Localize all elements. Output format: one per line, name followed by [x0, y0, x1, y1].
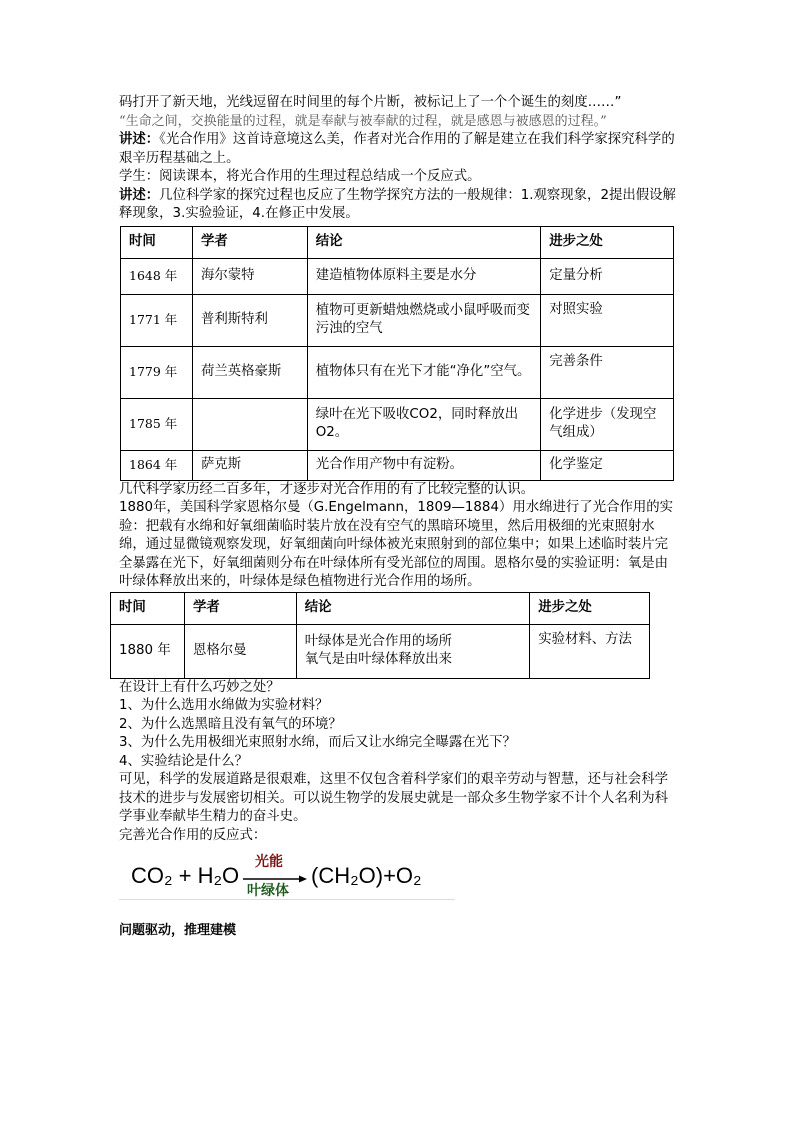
cell-year: 1779 年 [121, 346, 193, 398]
photosynthesis-equation [119, 851, 455, 900]
poem-line-1: 码打开了新天地，光线逗留在时间里的每个片断，被标记上了一个个诞生的刻度……” [119, 95, 622, 110]
table-row [121, 294, 674, 346]
table-header-row [111, 592, 650, 624]
conclusion-line-2: 氧气是由叶绿体释放出来 [304, 652, 453, 667]
header-scholar: 学者 [192, 226, 307, 258]
header-scholar: 学者 [184, 592, 296, 624]
student-paragraph: 学生：阅读课本，将光合作用的生理过程总结成一个反应式。 [119, 169, 481, 184]
cell-scholar [192, 398, 307, 450]
narration-paragraph-2 [119, 187, 679, 224]
cell-progress: 化学进步（发现空气组成） [541, 398, 674, 450]
narration-label: 讲述： [119, 187, 160, 203]
poem-line-2: “生命之间，交换能量的过程，就是奉献与被奉献的过程，就是感恩与被感恩的过程。” [119, 113, 607, 129]
header-conclusion: 结论 [296, 592, 529, 624]
cell-scholar: 海尔蒙特 [192, 258, 307, 294]
engelmann-paragraph: 1880年，美国科学家恩格尔曼（G.Engelmann，1809—1884）用水绵进行了光合作用的实验：把载有水绵和好氧细菌临时装片放在没有空气的黑暗环境里，然后用极细的光束照射水绵，通过显微镜观察发现，好氧细菌向叶绿体被光束照射到的部位集中；如果上述临时装片完全暴露在光下，好氧细菌则分布在叶绿体所有受光部位的周围。恩格尔曼的实验证明：氧是由叶绿体释放出来的，叶绿体是绿色植物进行光合作用的场所。 [119, 500, 674, 589]
equation-products: (CH₂O)+O₂ [311, 863, 422, 888]
cell-progress: 对照实验 [541, 294, 674, 346]
narration-label: 讲述： [119, 132, 160, 147]
cell-conclusion: 植物体只有在光下才能“净化”空气。 [307, 346, 541, 398]
narration-text: 《光合作用》这首诗意境这么美，作者对光合作用的了解是建立在我们科学家探究科学的艰辛历程基础之上。 [119, 132, 675, 166]
cell-scholar: 萨克斯 [192, 450, 307, 480]
question-2: 2、为什么选黑暗且没有氧气的环境？ [119, 716, 342, 732]
header-conclusion: 结论 [307, 226, 541, 258]
cell-year: 1880 年 [111, 624, 185, 678]
narration-text: 几位科学家的探究过程也反应了生物学探究方法的一般规律：1.观察现象，2提出假设解释现象，3.实验验证，4.在修正中发展。 [119, 187, 676, 221]
equation-condition-chloroplast: 叶绿体 [247, 883, 289, 899]
history-table [120, 226, 674, 481]
cell-conclusion [296, 624, 529, 678]
header-time: 时间 [111, 592, 185, 624]
equation-condition-light: 光能 [255, 854, 283, 870]
question-intro: 在设计上有什么巧妙之处？ [119, 679, 280, 695]
cell-year: 1785 年 [121, 398, 193, 450]
section-title: 问题驱动，推理建模 [119, 923, 237, 938]
header-time: 时间 [121, 226, 193, 258]
cell-year: 1864 年 [121, 450, 193, 480]
cell-progress: 完善条件 [541, 346, 674, 398]
formula-intro: 完善光合作用的反应式： [119, 827, 267, 843]
question-4: 4、实验结论是什么？ [119, 753, 249, 769]
table-row [121, 258, 674, 294]
conclusion-paragraph: 可见，科学的发展道路是很艰难，这里不仅包含着科学家们的艰辛劳动与智慧，还与社会科学技术的进步与发展密切相关。可以说生物学的发展史就是一部众多生物学家不计个人名利为科学事业奉献毕生精力的奋斗史。 [119, 772, 669, 824]
table-row [121, 450, 674, 480]
header-progress: 进步之处 [541, 226, 674, 258]
cell-scholar: 荷兰英格豪斯 [192, 346, 307, 398]
narration-paragraph-1 [119, 131, 679, 168]
cell-conclusion: 建造植物体原料主要是水分 [307, 258, 541, 294]
question-3: 3、为什么先用极细光束照射水绵，而后又让水绵完全曝露在光下？ [119, 735, 516, 750]
equation-reactants: CO₂ + H₂O [131, 863, 240, 888]
engelmann-table [110, 592, 650, 679]
cell-year: 1648 年 [121, 258, 193, 294]
cell-progress: 实验材料、方法 [530, 624, 650, 678]
cell-conclusion: 绿叶在光下吸收CO2，同时释放出O2。 [307, 398, 541, 450]
table-row [111, 624, 650, 678]
conclusion-line-1: 叶绿体是光合作用的场所 [304, 633, 453, 649]
summary-line: 几代科学家历经二百多年，才逐步对光合作用的有了比较完整的认识。 [119, 481, 535, 497]
cell-scholar: 普利斯特利 [192, 294, 307, 346]
table-row [121, 398, 674, 450]
document-page [119, 94, 679, 941]
question-1: 1、为什么选用水绵做为实验材料？ [119, 698, 329, 713]
cell-conclusion: 光合作用产物中有淀粉。 [307, 450, 541, 480]
cell-scholar: 恩格尔曼 [184, 624, 296, 678]
cell-conclusion: 植物可更新蜡烛燃烧或小鼠呼吸而变污浊的空气 [307, 294, 541, 346]
cell-year: 1771 年 [121, 294, 193, 346]
table-row [121, 346, 674, 398]
cell-progress: 化学鉴定 [541, 450, 674, 480]
header-progress: 进步之处 [530, 592, 650, 624]
table-header-row [121, 226, 674, 258]
cell-progress: 定量分析 [541, 258, 674, 294]
